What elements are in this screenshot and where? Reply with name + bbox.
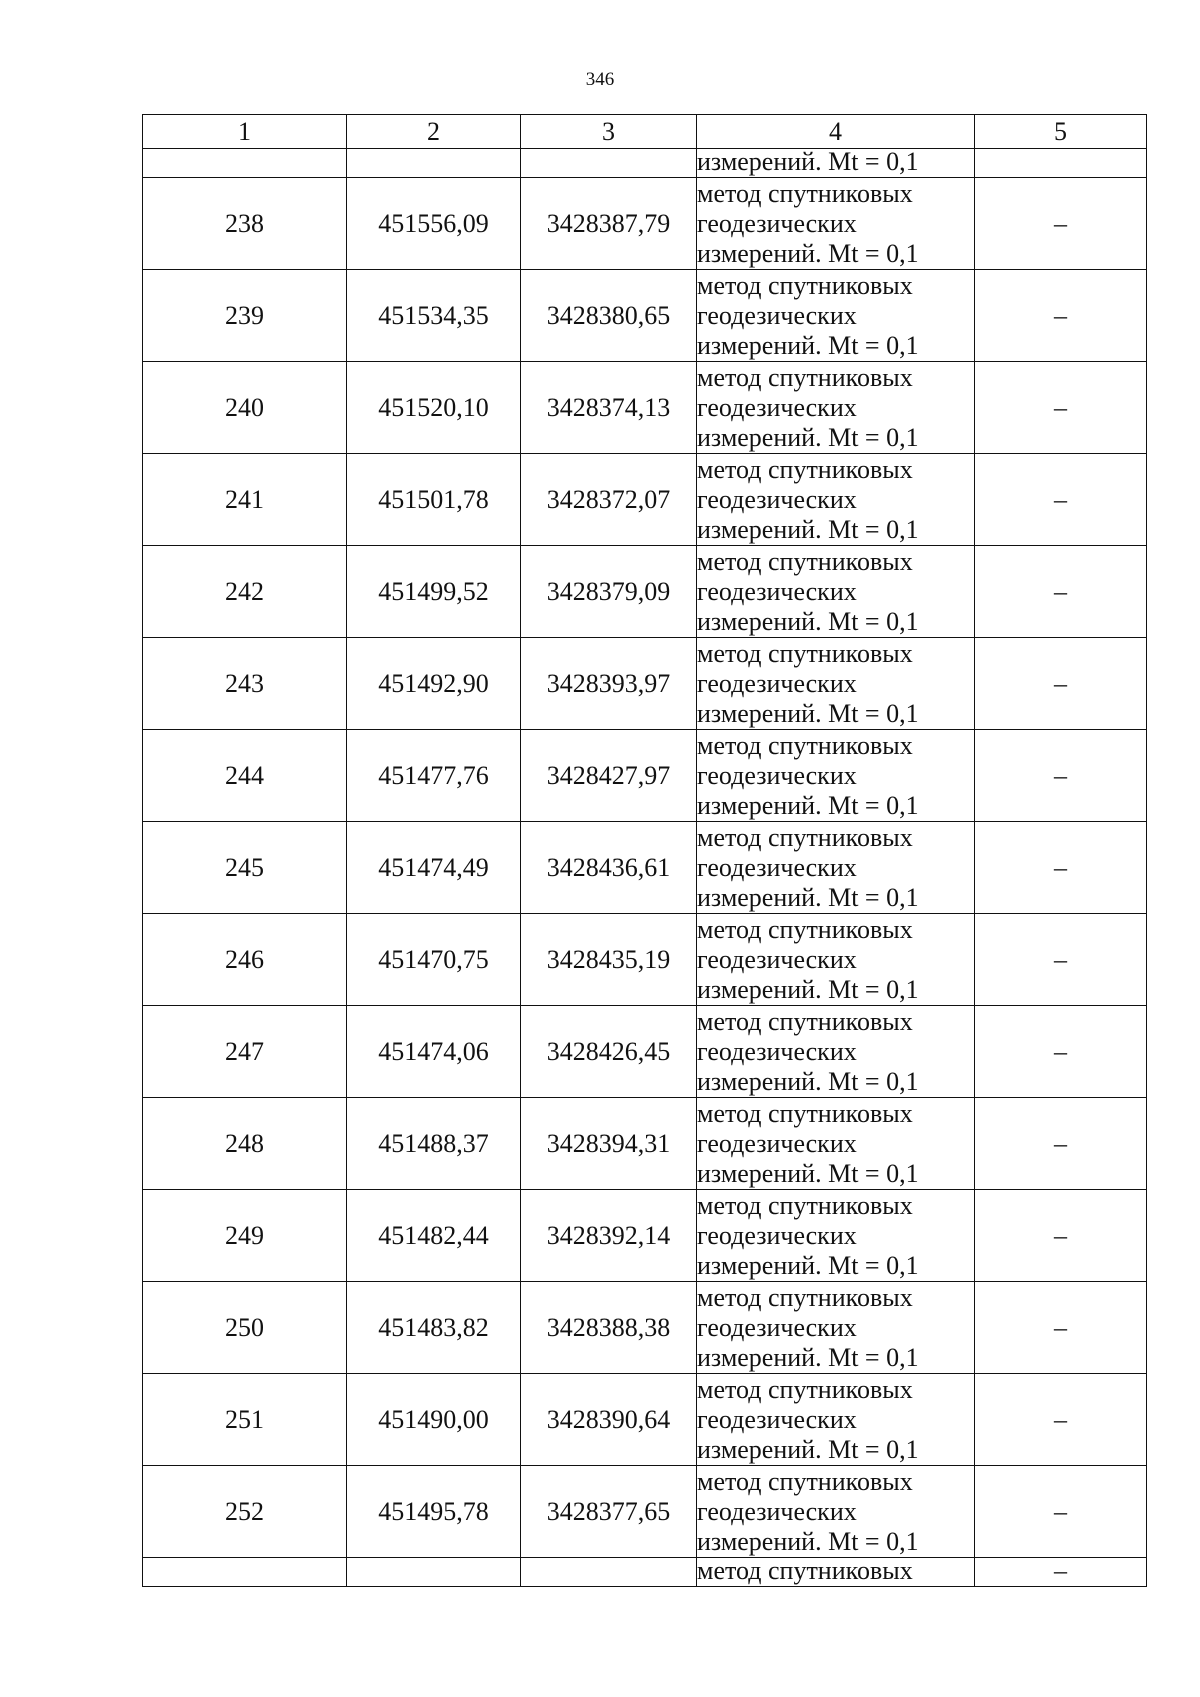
y-coordinate-cell: 3428436,61 <box>521 822 697 914</box>
table-row <box>143 638 1147 730</box>
method-cell <box>697 362 975 454</box>
method-cell <box>697 178 975 270</box>
y-coordinate-cell: 3428394,31 <box>521 1098 697 1190</box>
method-cell <box>697 1190 975 1282</box>
y-coordinate-cell: 3428392,14 <box>521 1190 697 1282</box>
empty-cell <box>347 1558 521 1587</box>
point-number-cell: 248 <box>143 1098 347 1190</box>
method-cell <box>697 270 975 362</box>
method-line: измерений. Mt = 0,1 <box>697 1342 919 1372</box>
coordinates-table <box>142 114 1147 1587</box>
note-cell: – <box>975 914 1147 1006</box>
note-cell: – <box>975 362 1147 454</box>
table-row <box>143 1374 1147 1466</box>
x-coordinate-cell: 451490,00 <box>347 1374 521 1466</box>
x-coordinate-cell: 451534,35 <box>347 270 521 362</box>
empty-cell <box>347 149 521 178</box>
method-cell: метод спутниковых <box>697 1558 975 1587</box>
method-line: метод спутниковых <box>697 1006 913 1036</box>
method-line: измерений. Mt = 0,1 <box>697 238 919 268</box>
y-coordinate-cell: 3428393,97 <box>521 638 697 730</box>
point-number-cell: 238 <box>143 178 347 270</box>
method-cell <box>697 730 975 822</box>
note-cell: – <box>975 638 1147 730</box>
empty-cell <box>521 1558 697 1587</box>
x-coordinate-cell: 451520,10 <box>347 362 521 454</box>
method-cell <box>697 914 975 1006</box>
table-row <box>143 1466 1147 1558</box>
x-coordinate-cell: 451488,37 <box>347 1098 521 1190</box>
empty-cell <box>521 149 697 178</box>
method-line: геодезических <box>697 760 857 790</box>
note-cell: – <box>975 454 1147 546</box>
method-line: геодезических <box>697 576 857 606</box>
note-cell: – <box>975 1374 1147 1466</box>
method-line: геодезических <box>697 484 857 514</box>
point-number-cell: 250 <box>143 1282 347 1374</box>
x-coordinate-cell: 451474,49 <box>347 822 521 914</box>
method-cell <box>697 638 975 730</box>
method-line: метод спутниковых <box>697 546 913 576</box>
column-header-2: 2 <box>347 115 521 149</box>
x-coordinate-cell: 451495,78 <box>347 1466 521 1558</box>
method-line: метод спутниковых <box>697 362 913 392</box>
method-line: метод спутниковых <box>697 1466 913 1496</box>
note-cell: – <box>975 1006 1147 1098</box>
method-cell <box>697 1282 975 1374</box>
note-cell: – <box>975 1282 1147 1374</box>
method-line: геодезических <box>697 1220 857 1250</box>
method-line: геодезических <box>697 852 857 882</box>
table-row <box>143 1006 1147 1098</box>
method-line: измерений. Mt = 0,1 <box>697 974 919 1004</box>
table-row <box>143 454 1147 546</box>
method-line: геодезических <box>697 1128 857 1158</box>
method-line: метод спутниковых <box>697 1282 913 1312</box>
table-row <box>143 362 1147 454</box>
method-cell <box>697 1006 975 1098</box>
method-line: измерений. Mt = 0,1 <box>697 1434 919 1464</box>
method-cell <box>697 1098 975 1190</box>
point-number-cell: 241 <box>143 454 347 546</box>
method-line: метод спутниковых <box>697 178 913 208</box>
x-coordinate-cell: 451482,44 <box>347 1190 521 1282</box>
method-line: измерений. Mt = 0,1 <box>697 422 919 452</box>
method-line: измерений. Mt = 0,1 <box>697 790 919 820</box>
empty-cell <box>143 149 347 178</box>
table-row <box>143 270 1147 362</box>
x-coordinate-cell: 451556,09 <box>347 178 521 270</box>
table-row <box>143 730 1147 822</box>
note-cell: – <box>975 178 1147 270</box>
point-number-cell: 242 <box>143 546 347 638</box>
table-row <box>143 1282 1147 1374</box>
method-line: геодезических <box>697 392 857 422</box>
method-line: измерений. Mt = 0,1 <box>697 1526 919 1556</box>
table-row <box>143 546 1147 638</box>
method-line: метод спутниковых <box>697 914 913 944</box>
note-cell: – <box>975 822 1147 914</box>
note-cell: – <box>975 1190 1147 1282</box>
table-row <box>143 914 1147 1006</box>
point-number-cell: 251 <box>143 1374 347 1466</box>
y-coordinate-cell: 3428379,09 <box>521 546 697 638</box>
y-coordinate-cell: 3428372,07 <box>521 454 697 546</box>
method-line: геодезических <box>697 1312 857 1342</box>
x-coordinate-cell: 451492,90 <box>347 638 521 730</box>
method-line: геодезических <box>697 668 857 698</box>
note-cell: – <box>975 1098 1147 1190</box>
y-coordinate-cell: 3428374,13 <box>521 362 697 454</box>
table-row <box>143 1098 1147 1190</box>
point-number-cell: 249 <box>143 1190 347 1282</box>
x-coordinate-cell: 451474,06 <box>347 1006 521 1098</box>
y-coordinate-cell: 3428387,79 <box>521 178 697 270</box>
method-line: метод спутниковых <box>697 270 913 300</box>
table-row <box>143 1190 1147 1282</box>
point-number-cell: 245 <box>143 822 347 914</box>
x-coordinate-cell: 451483,82 <box>347 1282 521 1374</box>
point-number-cell: 239 <box>143 270 347 362</box>
x-coordinate-cell: 451470,75 <box>347 914 521 1006</box>
empty-cell <box>143 1558 347 1587</box>
method-line: геодезических <box>697 1036 857 1066</box>
note-cell: – <box>975 1466 1147 1558</box>
y-coordinate-cell: 3428380,65 <box>521 270 697 362</box>
table-row <box>143 178 1147 270</box>
y-coordinate-cell: 3428377,65 <box>521 1466 697 1558</box>
method-line: метод спутниковых <box>697 1098 913 1128</box>
method-line: геодезических <box>697 208 857 238</box>
page-number: 346 <box>585 69 615 90</box>
method-cell <box>697 454 975 546</box>
method-line: измерений. Mt = 0,1 <box>697 330 919 360</box>
method-line: геодезических <box>697 944 857 974</box>
method-line: измерений. Mt = 0,1 <box>697 698 919 728</box>
method-line: измерений. Mt = 0,1 <box>697 1250 919 1280</box>
point-number-cell: 243 <box>143 638 347 730</box>
method-cell <box>697 546 975 638</box>
method-line: метод спутниковых <box>697 730 913 760</box>
x-coordinate-cell: 451499,52 <box>347 546 521 638</box>
method-cell <box>697 1374 975 1466</box>
method-line: метод спутниковых <box>697 638 913 668</box>
point-number-cell: 252 <box>143 1466 347 1558</box>
y-coordinate-cell: 3428435,19 <box>521 914 697 1006</box>
method-line: измерений. Mt = 0,1 <box>697 882 919 912</box>
table-continuation-row-top <box>143 149 1147 178</box>
method-cell <box>697 1466 975 1558</box>
point-number-cell: 247 <box>143 1006 347 1098</box>
method-line: измерений. Mt = 0,1 <box>697 1158 919 1188</box>
method-cell <box>697 822 975 914</box>
point-number-cell: 246 <box>143 914 347 1006</box>
method-cell: измерений. Mt = 0,1 <box>697 149 975 178</box>
note-cell: – <box>975 1558 1147 1587</box>
y-coordinate-cell: 3428388,38 <box>521 1282 697 1374</box>
method-line: метод спутниковых <box>697 822 913 852</box>
point-number-cell: 240 <box>143 362 347 454</box>
table-header-row <box>143 115 1147 149</box>
method-line: геодезических <box>697 1404 857 1434</box>
method-line: геодезических <box>697 1496 857 1526</box>
column-header-5: 5 <box>975 115 1147 149</box>
table-row <box>143 822 1147 914</box>
method-line: метод спутниковых <box>697 1190 913 1220</box>
note-cell: – <box>975 270 1147 362</box>
column-header-4: 4 <box>697 115 975 149</box>
empty-cell <box>975 149 1147 178</box>
y-coordinate-cell: 3428390,64 <box>521 1374 697 1466</box>
table-continuation-row-bottom <box>143 1558 1147 1587</box>
y-coordinate-cell: 3428426,45 <box>521 1006 697 1098</box>
method-line: измерений. Mt = 0,1 <box>697 606 919 636</box>
method-line: геодезических <box>697 300 857 330</box>
column-header-1: 1 <box>143 115 347 149</box>
note-cell: – <box>975 730 1147 822</box>
x-coordinate-cell: 451501,78 <box>347 454 521 546</box>
method-line: метод спутниковых <box>697 1374 913 1404</box>
x-coordinate-cell: 451477,76 <box>347 730 521 822</box>
point-number-cell: 244 <box>143 730 347 822</box>
note-cell: – <box>975 546 1147 638</box>
method-line: метод спутниковых <box>697 454 913 484</box>
column-header-3: 3 <box>521 115 697 149</box>
y-coordinate-cell: 3428427,97 <box>521 730 697 822</box>
method-line: измерений. Mt = 0,1 <box>697 514 919 544</box>
method-line: измерений. Mt = 0,1 <box>697 1066 919 1096</box>
